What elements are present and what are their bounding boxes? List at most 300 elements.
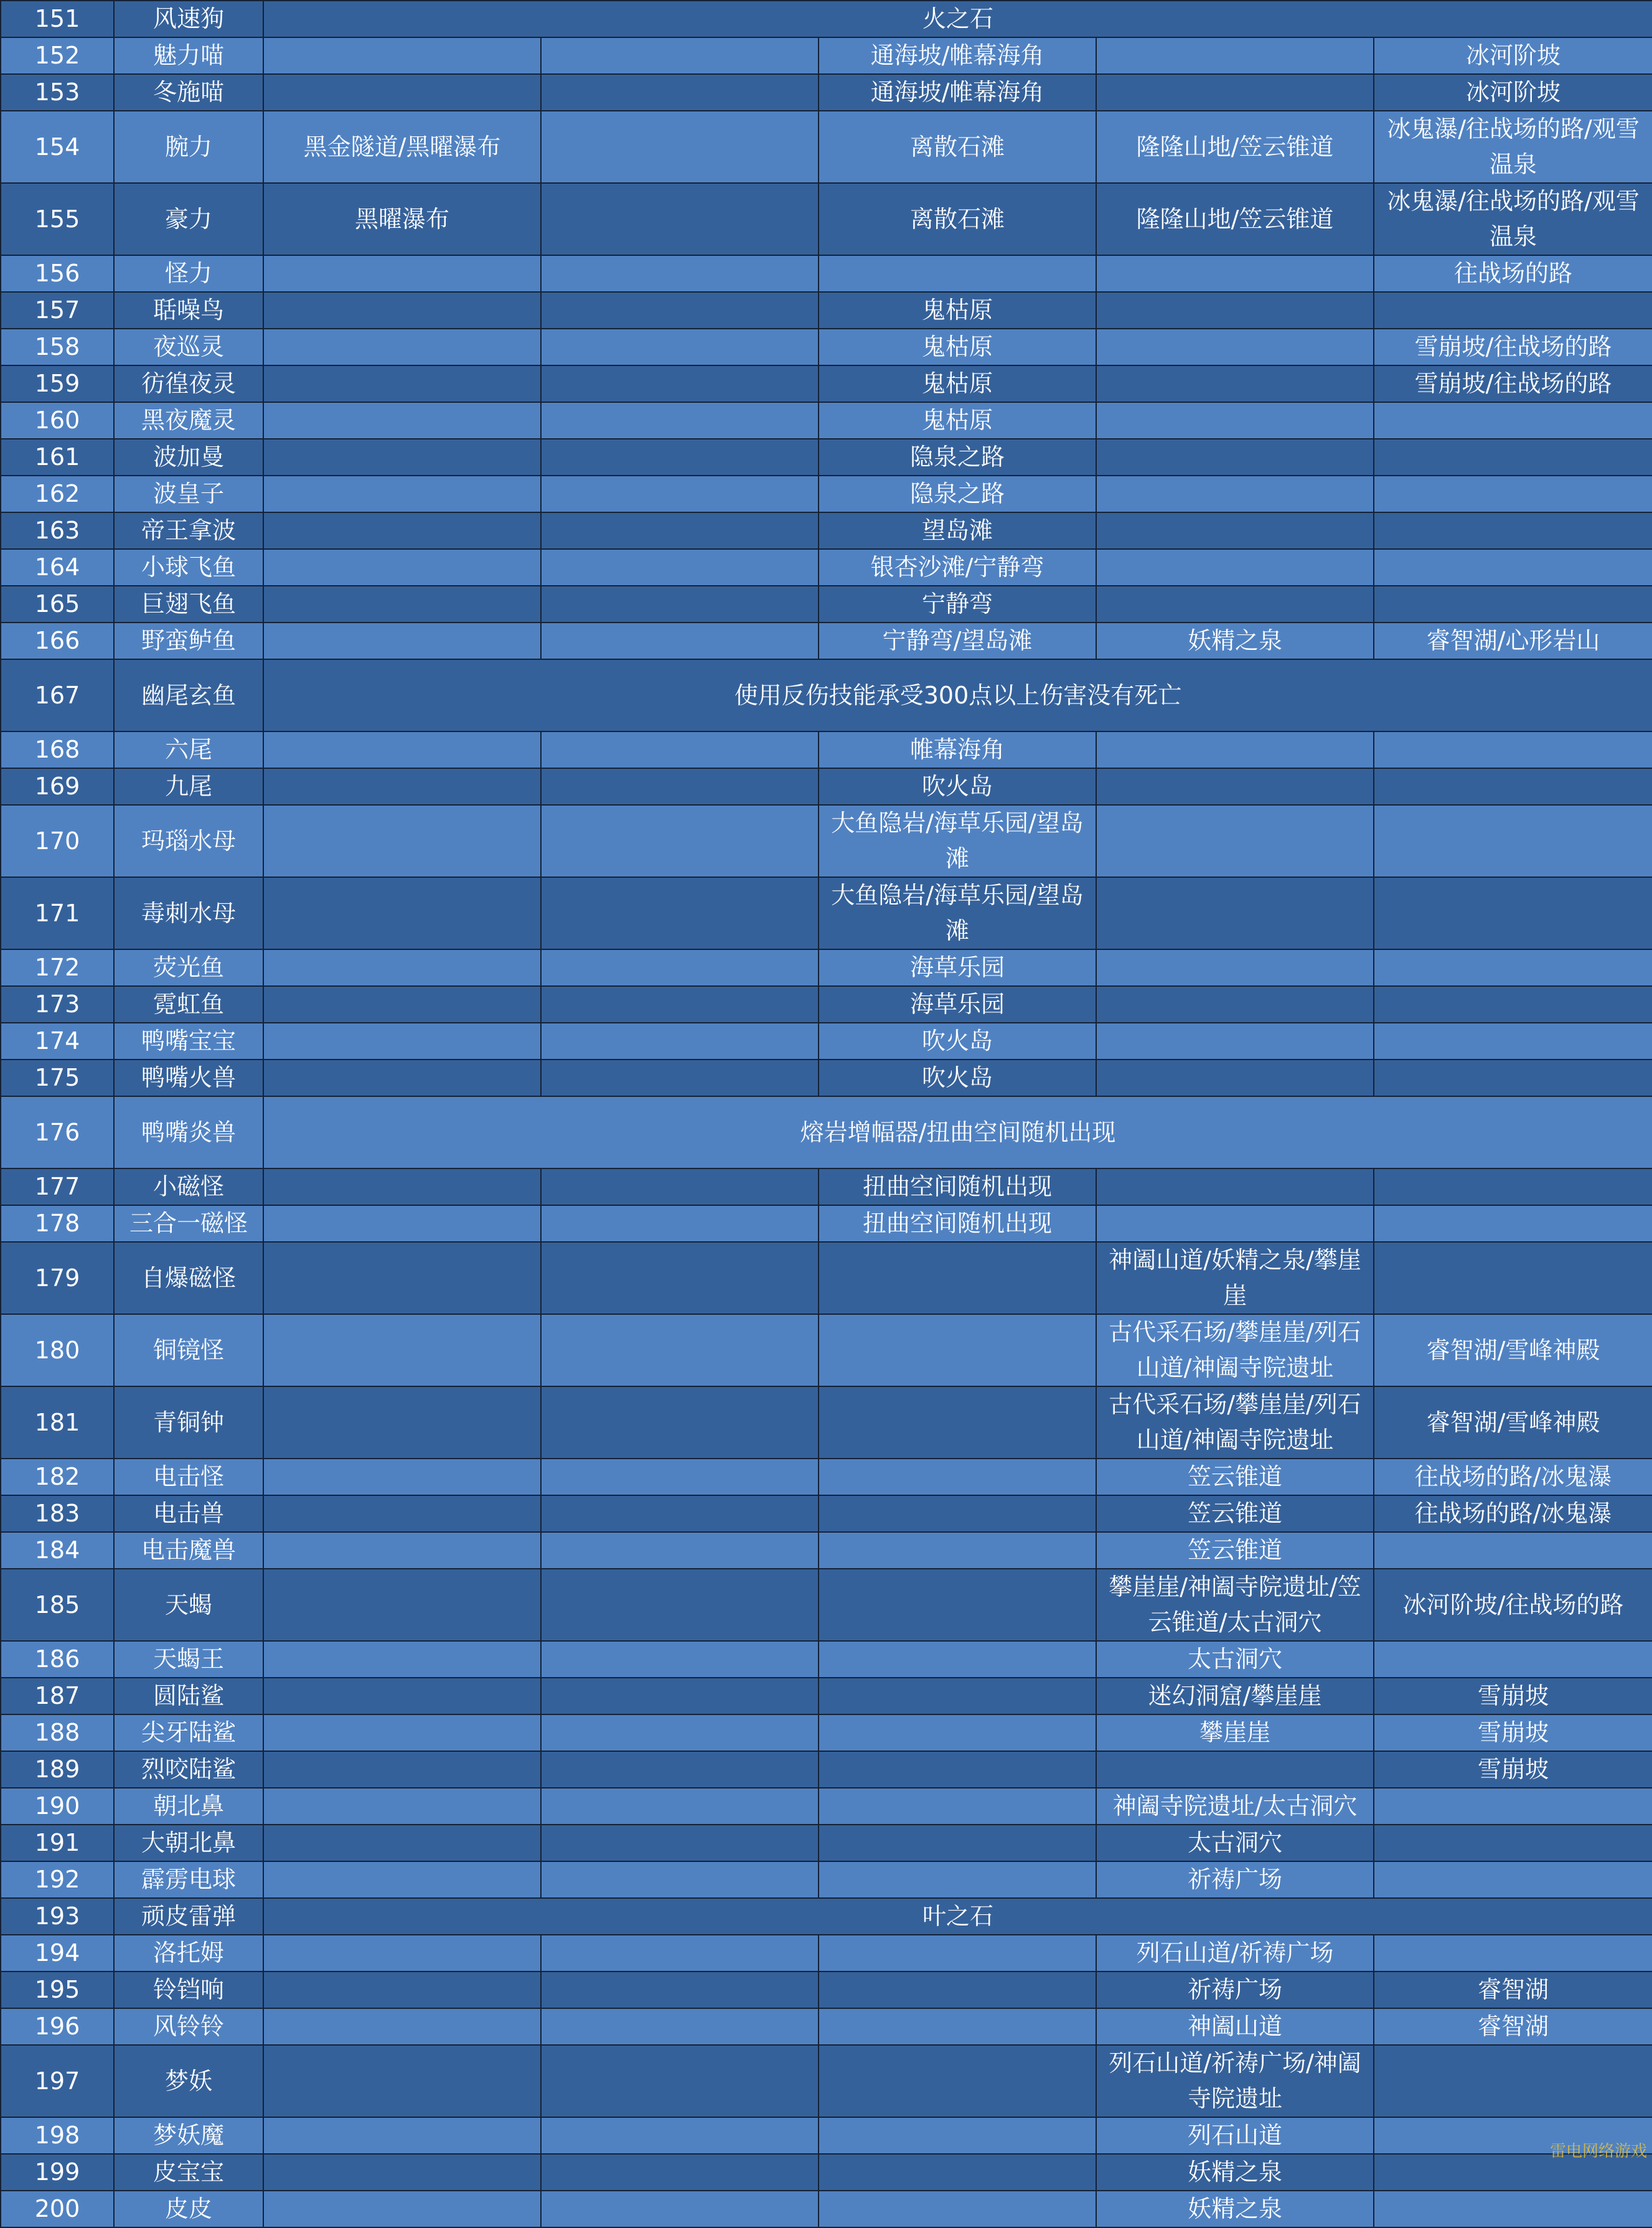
location-cell: 古代采石场/攀崖崖/列石山道/神阖寺院遗址 <box>1096 1314 1374 1386</box>
location-cell <box>541 1714 819 1751</box>
pokemon-name-cell: 野蛮鲈鱼 <box>114 623 263 659</box>
table-row <box>1 2045 1652 2117</box>
dex-number-cell: 190 <box>1 1788 114 1825</box>
location-cell <box>541 1972 819 2008</box>
pokemon-name-cell: 黑夜魔灵 <box>114 402 263 439</box>
dex-number-cell: 168 <box>1 731 114 768</box>
location-cell <box>263 1788 541 1825</box>
dex-number-cell: 195 <box>1 1972 114 2008</box>
table-row <box>1 623 1652 659</box>
table-row <box>1 1023 1652 1060</box>
location-cell <box>819 1788 1096 1825</box>
pokemon-name-cell: 毒刺水母 <box>114 877 263 949</box>
location-cell <box>1374 986 1652 1023</box>
pokemon-name-cell: 电击怪 <box>114 1459 263 1495</box>
dex-number-cell: 180 <box>1 1314 114 1386</box>
location-cell <box>263 805 541 877</box>
location-cell <box>819 1569 1096 1641</box>
location-cell <box>263 1242 541 1314</box>
pokemon-name-cell: 腕力 <box>114 111 263 183</box>
location-cell: 离散石滩 <box>819 111 1096 183</box>
location-cell: 鬼枯原 <box>819 402 1096 439</box>
location-cell <box>1374 731 1652 768</box>
location-cell <box>541 986 819 1023</box>
location-cell: 冰鬼瀑/往战场的路/观雪温泉 <box>1374 111 1652 183</box>
dex-number-cell: 191 <box>1 1825 114 1861</box>
pokemon-name-cell: 铜镜怪 <box>114 1314 263 1386</box>
location-cell <box>1374 1168 1652 1205</box>
pokemon-name-cell: 帝王拿波 <box>114 512 263 549</box>
dex-number-cell: 156 <box>1 255 114 292</box>
location-cell: 隆隆山地/笠云锥道 <box>1096 111 1374 183</box>
location-cell <box>1374 1788 1652 1825</box>
location-cell <box>819 1459 1096 1495</box>
location-cell: 大鱼隐岩/海草乐园/望岛滩 <box>819 877 1096 949</box>
location-cell <box>819 1861 1096 1898</box>
table-row <box>1 731 1652 768</box>
dex-number-cell: 152 <box>1 37 114 74</box>
location-cell <box>819 1678 1096 1714</box>
pokemon-name-cell: 小球飞鱼 <box>114 549 263 586</box>
pokemon-name-cell: 青铜钟 <box>114 1386 263 1459</box>
dex-number-cell: 157 <box>1 292 114 329</box>
location-cell <box>541 731 819 768</box>
location-cell: 睿智湖/雪峰神殿 <box>1374 1314 1652 1386</box>
location-cell <box>819 2045 1096 2117</box>
location-cell: 离散石滩 <box>819 183 1096 255</box>
location-cell <box>263 365 541 402</box>
location-cell <box>1374 768 1652 805</box>
table-row <box>1 37 1652 74</box>
pokemon-name-cell: 天蝎王 <box>114 1641 263 1678</box>
location-cell <box>1374 1641 1652 1678</box>
location-cell: 睿智湖/心形岩山 <box>1374 623 1652 659</box>
location-cell <box>1096 512 1374 549</box>
table-row <box>1 1714 1652 1751</box>
location-cell: 神阖寺院遗址/太古洞穴 <box>1096 1788 1374 1825</box>
location-cell <box>541 1641 819 1678</box>
location-cell: 神阖山道/妖精之泉/攀崖崖 <box>1096 1242 1374 1314</box>
location-cell: 攀崖崖 <box>1096 1714 1374 1751</box>
table-row <box>1 292 1652 329</box>
pokemon-name-cell: 霓虹鱼 <box>114 986 263 1023</box>
location-cell <box>541 2191 819 2227</box>
location-cell <box>541 549 819 586</box>
dex-number-cell: 185 <box>1 1569 114 1641</box>
table-row <box>1 1532 1652 1569</box>
location-cell <box>1374 549 1652 586</box>
location-cell <box>263 2045 541 2117</box>
location-cell: 冰河阶坡 <box>1374 74 1652 111</box>
location-cell <box>263 1641 541 1678</box>
location-cell <box>1096 586 1374 623</box>
location-cell <box>263 2008 541 2045</box>
location-cell <box>1374 402 1652 439</box>
pokemon-name-cell: 怪力 <box>114 255 263 292</box>
location-cell <box>263 1935 541 1972</box>
location-cell <box>263 2154 541 2191</box>
dex-number-cell: 175 <box>1 1060 114 1096</box>
dex-number-cell: 176 <box>1 1096 114 1168</box>
location-cell: 隐泉之路 <box>819 476 1096 512</box>
location-cell <box>541 1569 819 1641</box>
location-cell <box>263 1459 541 1495</box>
pokemon-name-cell: 小磁怪 <box>114 1168 263 1205</box>
pokemon-name-cell: 自爆磁怪 <box>114 1242 263 1314</box>
location-cell: 海草乐园 <box>819 986 1096 1023</box>
location-cell <box>819 1825 1096 1861</box>
table-row <box>1 365 1652 402</box>
location-cell <box>263 1495 541 1532</box>
location-cell <box>1096 1060 1374 1096</box>
location-cell <box>1374 805 1652 877</box>
table-row <box>1 1641 1652 1678</box>
location-cell: 隆隆山地/笠云锥道 <box>1096 183 1374 255</box>
location-cell: 往战场的路/冰鬼瀑 <box>1374 1495 1652 1532</box>
location-cell: 黑金隧道/黑曜瀑布 <box>263 111 541 183</box>
dex-number-cell: 164 <box>1 549 114 586</box>
dex-number-cell: 172 <box>1 949 114 986</box>
location-cell <box>263 1751 541 1788</box>
location-cell <box>541 1314 819 1386</box>
location-cell <box>541 1751 819 1788</box>
location-cell: 望岛滩 <box>819 512 1096 549</box>
table-row <box>1 586 1652 623</box>
location-cell: 宁静弯 <box>819 586 1096 623</box>
location-cell: 列石山道 <box>1096 2117 1374 2154</box>
location-cell <box>263 1314 541 1386</box>
table-row <box>1 512 1652 549</box>
location-cell <box>1096 805 1374 877</box>
location-cell <box>1096 292 1374 329</box>
table-row <box>1 2191 1652 2227</box>
location-cell <box>1374 2045 1652 2117</box>
table-row <box>1 949 1652 986</box>
pokemon-name-cell: 洛托姆 <box>114 1935 263 1972</box>
location-cell: 隐泉之路 <box>819 439 1096 476</box>
pokemon-name-cell: 烈咬陆鲨 <box>114 1751 263 1788</box>
location-cell <box>263 1825 541 1861</box>
table-row <box>1 1569 1652 1641</box>
dex-number-cell: 159 <box>1 365 114 402</box>
location-cell <box>541 1023 819 1060</box>
pokemon-name-cell: 梦妖 <box>114 2045 263 2117</box>
location-cell <box>263 1972 541 2008</box>
location-cell: 宁静弯/望岛滩 <box>819 623 1096 659</box>
location-cell <box>819 1386 1096 1459</box>
location-cell: 祈祷广场 <box>1096 1861 1374 1898</box>
location-cell: 祈祷广场 <box>1096 1972 1374 2008</box>
location-cell <box>819 2191 1096 2227</box>
location-cell: 雪崩坡 <box>1374 1714 1652 1751</box>
location-cell <box>1096 439 1374 476</box>
location-cell: 帷幕海角 <box>819 731 1096 768</box>
location-cell: 往战场的路 <box>1374 255 1652 292</box>
table-row <box>1 2117 1652 2154</box>
table-row <box>1 1096 1652 1168</box>
location-cell: 冰河阶坡/往战场的路 <box>1374 1569 1652 1641</box>
location-cell <box>1096 476 1374 512</box>
location-cell <box>1096 1023 1374 1060</box>
pokemon-name-cell: 六尾 <box>114 731 263 768</box>
location-cell <box>263 512 541 549</box>
location-cell <box>541 37 819 74</box>
location-cell: 扭曲空间随机出现 <box>819 1205 1096 1242</box>
location-cell <box>263 1678 541 1714</box>
dex-number-cell: 162 <box>1 476 114 512</box>
location-cell <box>819 2117 1096 2154</box>
pokemon-name-cell: 冬施喵 <box>114 74 263 111</box>
location-cell <box>541 1861 819 1898</box>
pokemon-name-cell: 九尾 <box>114 768 263 805</box>
table-row <box>1 111 1652 183</box>
location-cell: 通海坡/帷幕海角 <box>819 37 1096 74</box>
location-cell: 通海坡/帷幕海角 <box>819 74 1096 111</box>
location-cell <box>541 183 819 255</box>
dex-number-cell: 192 <box>1 1861 114 1898</box>
dex-number-cell: 178 <box>1 1205 114 1242</box>
location-cell <box>1096 255 1374 292</box>
location-cell <box>1374 2191 1652 2227</box>
pokemon-name-cell: 皮皮 <box>114 2191 263 2227</box>
dex-number-cell: 189 <box>1 1751 114 1788</box>
table-row <box>1 476 1652 512</box>
location-cell: 雪崩坡 <box>1374 1751 1652 1788</box>
location-cell: 妖精之泉 <box>1096 623 1374 659</box>
pokemon-name-cell: 夜巡灵 <box>114 329 263 365</box>
dex-number-cell: 187 <box>1 1678 114 1714</box>
location-cell <box>1096 768 1374 805</box>
table-row <box>1 1972 1652 2008</box>
location-cell <box>541 877 819 949</box>
pokemon-name-cell: 三合一磁怪 <box>114 1205 263 1242</box>
location-cell <box>263 74 541 111</box>
location-cell <box>263 329 541 365</box>
location-cell <box>819 1935 1096 1972</box>
pokemon-name-cell: 鸭嘴火兽 <box>114 1060 263 1096</box>
dex-number-cell: 165 <box>1 586 114 623</box>
pokemon-name-cell: 玛瑙水母 <box>114 805 263 877</box>
location-cell <box>541 1242 819 1314</box>
pokemon-name-cell: 巨翅飞鱼 <box>114 586 263 623</box>
dex-number-cell: 158 <box>1 329 114 365</box>
location-cell: 吹火岛 <box>819 1023 1096 1060</box>
location-cell: 往战场的路/冰鬼瀑 <box>1374 1459 1652 1495</box>
location-cell: 吹火岛 <box>819 768 1096 805</box>
location-cell <box>263 1861 541 1898</box>
location-cell <box>541 1935 819 1972</box>
dex-number-cell: 186 <box>1 1641 114 1678</box>
location-cell <box>1096 877 1374 949</box>
dex-number-cell: 181 <box>1 1386 114 1459</box>
location-cell <box>819 2008 1096 2045</box>
location-cell <box>263 877 541 949</box>
dex-number-cell: 167 <box>1 659 114 731</box>
location-cell <box>263 1023 541 1060</box>
table-row <box>1 1 1652 37</box>
location-cell: 黑曜瀑布 <box>263 183 541 255</box>
table-row <box>1 402 1652 439</box>
dex-number-cell: 200 <box>1 2191 114 2227</box>
pokemon-name-cell: 皮宝宝 <box>114 2154 263 2191</box>
dex-number-cell: 193 <box>1 1898 114 1935</box>
dex-number-cell: 153 <box>1 74 114 111</box>
location-cell <box>1374 476 1652 512</box>
location-cell <box>1096 986 1374 1023</box>
pokemon-name-cell: 豪力 <box>114 183 263 255</box>
location-cell <box>1374 1935 1652 1972</box>
location-cell <box>541 476 819 512</box>
location-cell <box>541 949 819 986</box>
dex-number-cell: 184 <box>1 1532 114 1569</box>
location-cell: 笠云锥道 <box>1096 1495 1374 1532</box>
location-cell <box>541 1495 819 1532</box>
dex-number-cell: 169 <box>1 768 114 805</box>
pokemon-name-cell: 鸭嘴炎兽 <box>114 1096 263 1168</box>
pokemon-name-cell: 铃铛响 <box>114 1972 263 2008</box>
location-cell <box>263 549 541 586</box>
location-cell: 列石山道/祈祷广场 <box>1096 1935 1374 1972</box>
dex-number-cell: 163 <box>1 512 114 549</box>
table-row <box>1 1678 1652 1714</box>
location-cell: 雪崩坡 <box>1374 1678 1652 1714</box>
location-cell <box>541 1168 819 1205</box>
location-cell <box>263 1532 541 1569</box>
pokemon-name-cell: 幽尾玄鱼 <box>114 659 263 731</box>
table-row <box>1 2008 1652 2045</box>
location-cell <box>541 2154 819 2191</box>
pokemon-name-cell: 顽皮雷弹 <box>114 1898 263 1935</box>
dex-number-cell: 196 <box>1 2008 114 2045</box>
location-cell <box>1096 949 1374 986</box>
location-cell: 笠云锥道 <box>1096 1532 1374 1569</box>
location-cell: 冰河阶坡 <box>1374 37 1652 74</box>
location-cell <box>819 1751 1096 1788</box>
method-span-cell: 叶之石 <box>263 1898 1652 1935</box>
pokemon-name-cell: 朝北鼻 <box>114 1788 263 1825</box>
location-cell <box>541 2117 819 2154</box>
location-cell <box>263 2117 541 2154</box>
location-cell <box>1096 402 1374 439</box>
location-cell: 雪崩坡/往战场的路 <box>1374 365 1652 402</box>
dex-number-cell: 166 <box>1 623 114 659</box>
location-cell <box>263 1569 541 1641</box>
location-cell <box>541 402 819 439</box>
location-cell: 海草乐园 <box>819 949 1096 986</box>
location-cell <box>541 365 819 402</box>
pokemon-name-cell: 鸭嘴宝宝 <box>114 1023 263 1060</box>
location-cell <box>263 255 541 292</box>
dex-number-cell: 161 <box>1 439 114 476</box>
location-cell <box>263 439 541 476</box>
location-cell <box>819 1641 1096 1678</box>
pokemon-name-cell: 风铃铃 <box>114 2008 263 2045</box>
dex-number-cell: 188 <box>1 1714 114 1751</box>
dex-number-cell: 194 <box>1 1935 114 1972</box>
location-cell <box>1374 949 1652 986</box>
pokemon-name-cell: 荧光鱼 <box>114 949 263 986</box>
table-row <box>1 1459 1652 1495</box>
dex-number-cell: 171 <box>1 877 114 949</box>
dex-number-cell: 151 <box>1 1 114 37</box>
location-cell <box>541 1386 819 1459</box>
location-cell <box>819 1714 1096 1751</box>
table-row <box>1 2154 1652 2191</box>
location-cell <box>1374 512 1652 549</box>
location-cell <box>263 986 541 1023</box>
table-row <box>1 1060 1652 1096</box>
pokemon-name-cell: 梦妖魔 <box>114 2117 263 2154</box>
table-row <box>1 1788 1652 1825</box>
watermark-logo: 雷电网络游戏 <box>1549 2142 1647 2161</box>
table-row <box>1 1898 1652 1935</box>
dex-number-cell: 154 <box>1 111 114 183</box>
pokemon-name-cell: 尖牙陆鲨 <box>114 1714 263 1751</box>
location-cell <box>1374 1060 1652 1096</box>
location-cell: 睿智湖/雪峰神殿 <box>1374 1386 1652 1459</box>
location-cell: 妖精之泉 <box>1096 2154 1374 2191</box>
location-cell: 睿智湖 <box>1374 2008 1652 2045</box>
location-cell <box>263 623 541 659</box>
location-cell <box>1374 1205 1652 1242</box>
location-cell <box>263 586 541 623</box>
location-cell <box>1374 1023 1652 1060</box>
table-row <box>1 329 1652 365</box>
dex-number-cell: 160 <box>1 402 114 439</box>
location-cell: 银杏沙滩/宁静弯 <box>819 549 1096 586</box>
location-cell <box>1374 1825 1652 1861</box>
location-cell <box>1096 37 1374 74</box>
location-cell <box>263 1714 541 1751</box>
location-cell: 鬼枯原 <box>819 365 1096 402</box>
location-cell <box>541 329 819 365</box>
table-row <box>1 549 1652 586</box>
location-cell: 古代采石场/攀崖崖/列石山道/神阖寺院遗址 <box>1096 1386 1374 1459</box>
location-cell <box>819 255 1096 292</box>
location-cell <box>263 1168 541 1205</box>
location-cell <box>1374 439 1652 476</box>
dex-number-cell: 197 <box>1 2045 114 2117</box>
location-cell <box>819 1972 1096 2008</box>
table-row <box>1 805 1652 877</box>
table-row <box>1 1168 1652 1205</box>
pokemon-name-cell: 彷徨夜灵 <box>114 365 263 402</box>
location-cell: 迷幻洞窟/攀崖崖 <box>1096 1678 1374 1714</box>
location-cell <box>263 731 541 768</box>
location-cell <box>819 1242 1096 1314</box>
table-row <box>1 1314 1652 1386</box>
location-cell <box>541 1532 819 1569</box>
table-row <box>1 1205 1652 1242</box>
location-cell <box>263 476 541 512</box>
table-row <box>1 1825 1652 1861</box>
pokemon-name-cell: 风速狗 <box>114 1 263 37</box>
table-row <box>1 255 1652 292</box>
location-cell <box>1374 877 1652 949</box>
table-row <box>1 1935 1652 1972</box>
location-cell <box>263 768 541 805</box>
location-cell <box>541 111 819 183</box>
location-cell <box>1374 1532 1652 1569</box>
pokemon-name-cell: 天蝎 <box>114 1569 263 1641</box>
table-row <box>1 1495 1652 1532</box>
pokemon-name-cell: 霹雳电球 <box>114 1861 263 1898</box>
dex-number-cell: 199 <box>1 2154 114 2191</box>
location-cell <box>1096 365 1374 402</box>
location-cell <box>541 74 819 111</box>
location-cell <box>541 2045 819 2117</box>
location-cell <box>541 512 819 549</box>
